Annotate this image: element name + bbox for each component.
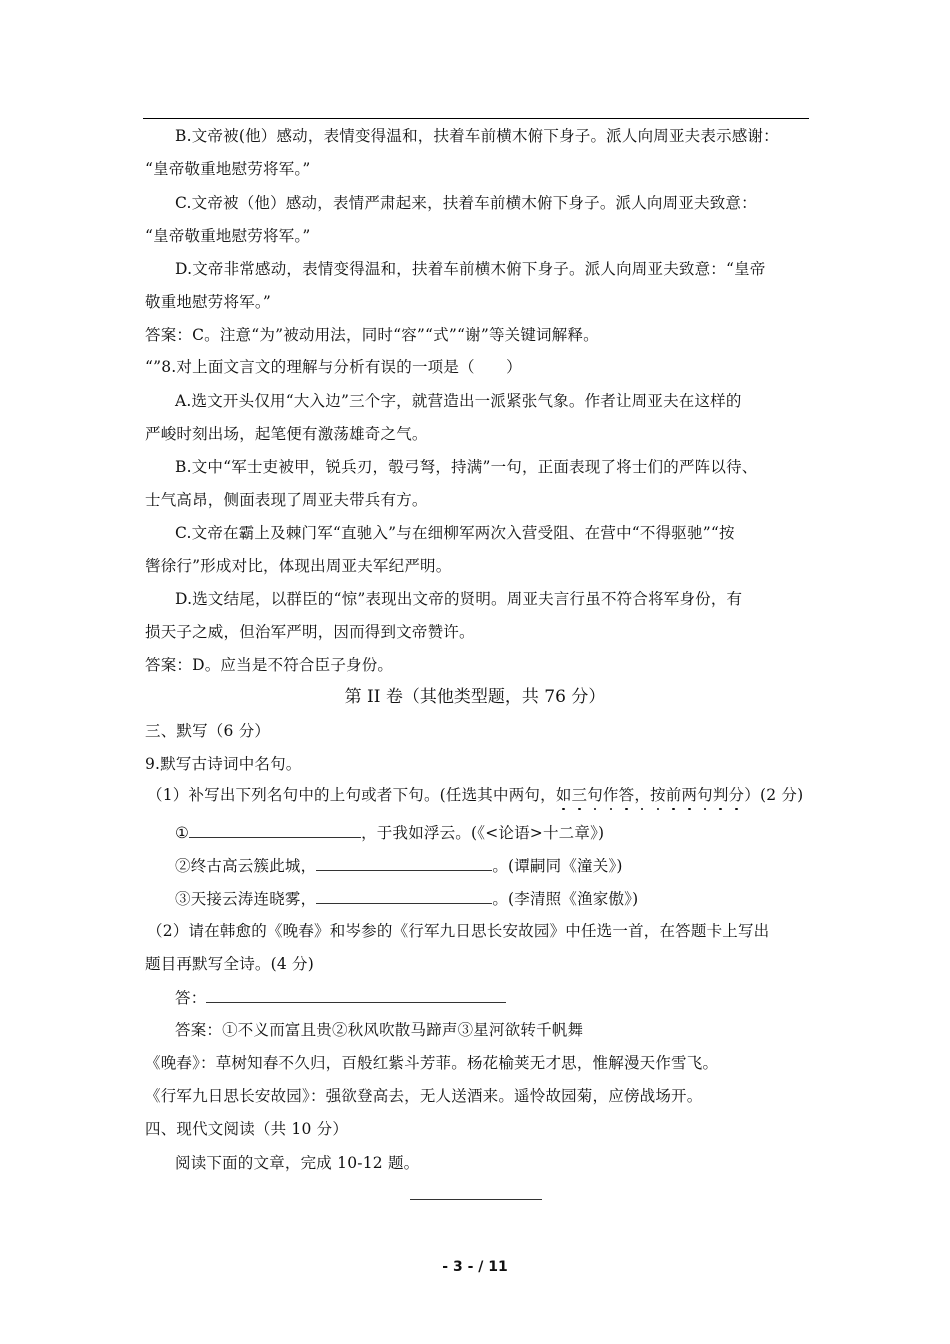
question-9-2-cont: 题目再默写全诗。(4 分) <box>145 955 314 973</box>
option-8d-cont: 损天子之威，但治军严明，因而得到文帝赞许。 <box>145 623 475 641</box>
emphasis-dot-char: 判 <box>712 786 729 804</box>
question-9-1: （1）补写出下列名句中的上句或者下句。(任选其中两句，如三句作答，按前两句判分）(2 分) <box>147 786 804 804</box>
answer-blank-poem[interactable] <box>206 987 506 1003</box>
answer-8: 答案：D。应当是不符合臣子身份。 <box>145 656 394 674</box>
option-8c: C.文帝在霸上及棘门军“直驰入”与在细柳军两次入营受阻、在营中“不得驱驰”“按 <box>175 524 735 542</box>
option-7b: B.文帝被(他）感动，表情变得温和，扶着车前横木俯下身子。派人向周亚夫表示感谢： <box>175 127 779 145</box>
option-7c-cont: “皇帝敬重地慰劳将军。” <box>145 227 311 245</box>
question-8: “”8.对上面文言文的理解与分析有误的一项是（ ） <box>145 358 522 376</box>
emphasis-dot-char: 两 <box>681 786 698 804</box>
fill-blank-2: ②终古高云簇此城， 。(谭嗣同《潼关》) <box>175 857 623 875</box>
option-8c-cont: 辔徐行”形成对比，体现出周亚夫军纪严明。 <box>145 557 452 575</box>
emphasis-dot-char: 句 <box>587 786 603 804</box>
option-8d: D.选文结尾，以群臣的“惊”表现出文帝的贤明。周亚夫言行虽不符合将军身份，有 <box>175 590 743 608</box>
emphasis-dot-char: 前 <box>665 786 682 804</box>
answer-9: 答案：①不义而富且贵②秋风吹散马蹄声③星河欲转千帆舞 <box>175 1021 584 1039</box>
answer-line: 答： <box>175 987 506 1008</box>
part-3-heading: 三、默写（6 分） <box>145 722 271 740</box>
section-title: 第 II 卷（其他类型题，共 76 分） <box>344 687 606 707</box>
answer-blank-2[interactable] <box>316 855 492 871</box>
answer-blank-1[interactable] <box>189 822 361 838</box>
option-8a-cont: 严峻时刻出场，起笔便有激荡雄奇之气。 <box>145 425 428 443</box>
fill-blank-1: ① ，于我如浮云。(《<论语>十二章》) <box>175 824 605 842</box>
poem-xingjun: 《行军九日思长安故园》：强欲登高去，无人送酒来。遥怜故园菊，应傍战场开。 <box>145 1087 703 1105</box>
option-8b-cont: 士气高昂，侧面表现了周亚夫带兵有方。 <box>145 491 428 509</box>
emphasis-dot-text <box>572 786 745 804</box>
emphasis-dot-text: 如 <box>555 786 572 804</box>
question-9: 9.默写古诗词中名句。 <box>145 755 302 773</box>
fill-blank-3: ③天接云涛连晓雾， 。(李清照《渔家傲》) <box>175 890 639 908</box>
option-8b: B.文中“军士吏被甲，锐兵刃，彀弓弩，持满”一句，正面表现了将士们的严阵以待、 <box>175 458 758 476</box>
part-4-heading: 四、现代文阅读（共 10 分） <box>145 1120 349 1138</box>
option-7c: C.文帝被（他）感动，表情严肃起来，扶着车前横木俯下身子。派人向周亚夫致意： <box>175 194 757 212</box>
answer-7: 答案：C。注意“为”被动用法，同时“容”“式”“谢”等关键词解释。 <box>145 326 599 344</box>
emphasis-dot-char: 按 <box>650 786 666 804</box>
section-divider <box>410 1199 542 1200</box>
emphasis-dot-char: ， <box>634 786 651 804</box>
emphasis-dot-char: 句 <box>697 786 713 804</box>
question-9-2: （2）请在韩愈的《晚春》和岑参的《行军九日思长安故园》中任选一首，在答题卡上写出 <box>147 922 770 940</box>
header-rule <box>143 118 809 119</box>
emphasis-dot-char: 答 <box>618 786 635 804</box>
answer-blank-3[interactable] <box>316 888 492 904</box>
option-8a: A.选文开头仅用“大入边”三个字，就营造出一派紧张气象。作者让周亚夫在这样的 <box>175 392 742 410</box>
poem-wanchun: 《晚春》：草树知春不久归，百般红紫斗芳菲。杨花榆荚无才思，惟解漫天作雪飞。 <box>145 1054 719 1072</box>
reading-intro: 阅读下面的文章，完成 10-12 题。 <box>175 1154 420 1172</box>
emphasis-dot-char: 作 <box>602 786 619 804</box>
emphasis-dot-char: 分 <box>728 786 745 804</box>
page-number: - 3 - / 11 <box>442 1259 508 1275</box>
option-7b-cont: “皇帝敬重地慰劳将军。” <box>145 160 311 178</box>
emphasis-dot-char: 三 <box>571 786 588 804</box>
option-7d-cont: 敬重地慰劳将军。” <box>145 293 271 311</box>
option-7d: D.文帝非常感动，表情变得温和，扶着车前横木俯下身子。派人向周亚夫致意：“皇帝 <box>175 260 766 278</box>
